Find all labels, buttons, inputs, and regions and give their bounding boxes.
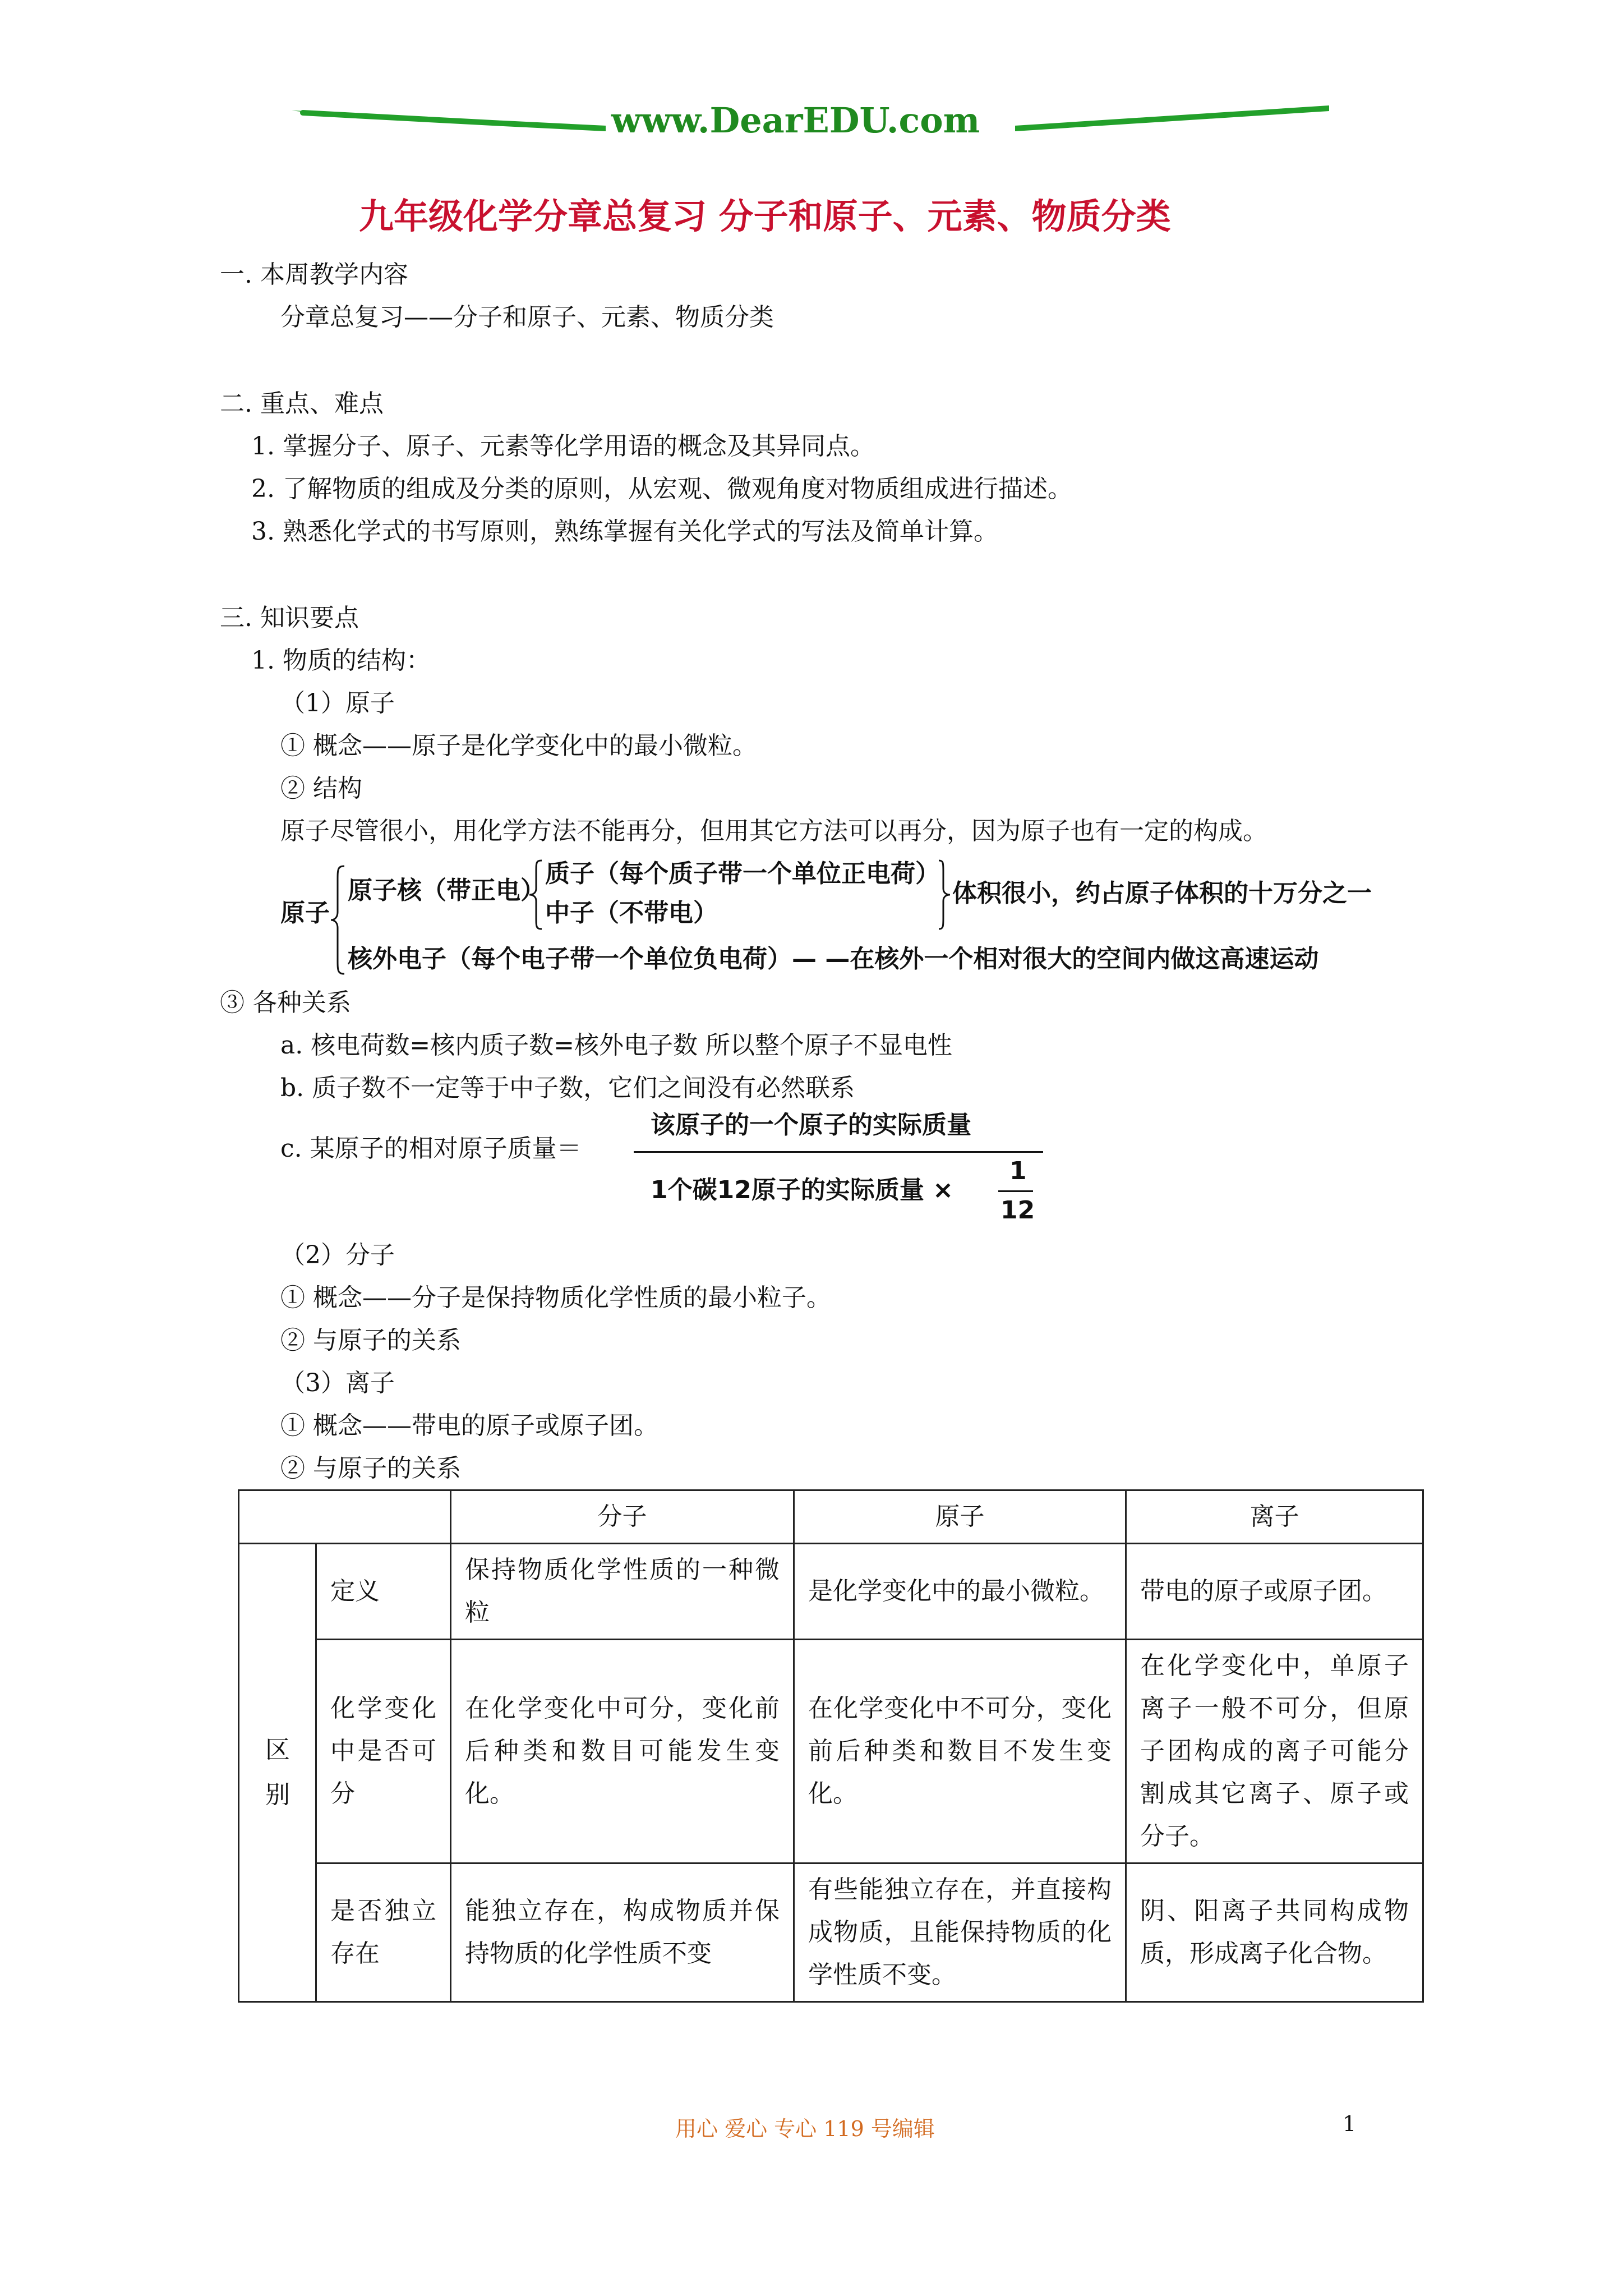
- table-cell: 有些能独立存在，并直接构成物质，且能保持物质的化学性质不变。: [794, 1864, 1126, 2002]
- diagram-volume-note: 体积很小，约占原子体积的十万分之一: [952, 879, 1372, 908]
- ion-relation: ② 与原子的关系: [280, 1454, 461, 1483]
- diagram-brace-outer: [330, 864, 347, 976]
- atom-label: （1）原子: [280, 689, 395, 717]
- table-row-label: 定义: [316, 1544, 451, 1640]
- table-cell: 带电的原子或原子团。: [1126, 1544, 1423, 1640]
- comparison-table: [238, 1489, 1424, 2003]
- molecule-label: （2）分子: [280, 1241, 395, 1269]
- ion-concept: ① 概念——带电的原子或原子团。: [280, 1411, 658, 1440]
- section-2-item-1: 1. 掌握分子、原子、元素等化学用语的概念及其异同点。: [251, 432, 875, 461]
- diagram-neutron: 中子（不带电）: [545, 899, 718, 927]
- table-header-atom: 原子: [794, 1490, 1126, 1544]
- table-row: [239, 1544, 1423, 1640]
- formula-small-numerator: 1: [1009, 1157, 1027, 1185]
- document-title: 九年级化学分章总复习 分子和原子、元素、物质分类: [359, 196, 1171, 237]
- table-cell: 在化学变化中不可分，变化前后种类和数目不发生变化。: [794, 1640, 1126, 1864]
- atom-description: 原子尽管很小，用化学方法不能再分，但用其它方法可以再分，因为原子也有一定的构成。: [280, 817, 1267, 845]
- table-cell: 在化学变化中可分，变化前后种类和数目可能发生变化。: [451, 1640, 794, 1864]
- atom-concept: ① 概念——原子是化学变化中的最小微粒。: [280, 731, 757, 760]
- table-header-row: [239, 1490, 1423, 1544]
- section-2-item-3: 3. 熟悉化学式的书写原则，熟练掌握有关化学式的写法及简单计算。: [251, 517, 998, 546]
- diagram-electron: 核外电子（每个电子带一个单位负电荷）— —在核外一个相对很大的空间内做这高速运动: [348, 945, 1319, 973]
- formula-small-denominator: 12: [1000, 1196, 1035, 1225]
- table-side-label: 区别: [239, 1544, 316, 2002]
- relation-a: a. 核电荷数=核内质子数=核外电子数 所以整个原子不显电性: [280, 1031, 952, 1060]
- header-swoosh-left: [292, 104, 606, 137]
- page-number: 1: [1343, 2111, 1357, 2136]
- molecule-concept: ① 概念——分子是保持物质化学性质的最小粒子。: [280, 1283, 831, 1312]
- diagram-atom-label: 原子: [280, 899, 330, 927]
- atom-structure: ② 结构: [280, 774, 362, 803]
- table-cell: 能独立存在，构成物质并保持物质的化学性质不变: [451, 1864, 794, 2002]
- diagram-brace-inner: [527, 858, 544, 931]
- formula-numerator: 该原子的一个原子的实际质量: [651, 1111, 971, 1139]
- table-cell: 是化学变化中的最小微粒。: [794, 1544, 1126, 1640]
- table-row: [239, 1864, 1423, 2002]
- section-3-heading: 三. 知识要点: [220, 604, 359, 632]
- table-header-ion: 离子: [1126, 1490, 1423, 1544]
- section-1-heading: 一. 本周教学内容: [220, 260, 408, 289]
- formula-fraction-line: [634, 1151, 1043, 1153]
- table-cell: 阴、阳离子共同构成物质，形成离子化合物。: [1126, 1864, 1423, 2002]
- table-header-empty: [239, 1490, 451, 1544]
- diagram-nucleus: 原子核（带正电）: [348, 876, 545, 905]
- formula-small-fraction-line: [998, 1190, 1033, 1192]
- table-cell: 在化学变化中，单原子离子一般不可分，但原子团构成的离子可能分割成其它离子、原子或分子。: [1126, 1640, 1423, 1864]
- table-row-label: 是否独立存在: [316, 1864, 451, 2002]
- footer-text: 用心 爱心 专心 119 号编辑: [675, 2116, 935, 2141]
- diagram-brace-right: [938, 858, 951, 931]
- section-1-content: 分章总复习——分子和原子、元素、物质分类: [280, 303, 774, 332]
- table-row-label: 化学变化中是否可分: [316, 1640, 451, 1864]
- relations-heading: ③ 各种关系: [220, 988, 351, 1017]
- formula-denominator: 1个碳12原子的实际质量 ×: [651, 1176, 954, 1204]
- molecule-relation: ② 与原子的关系: [280, 1326, 461, 1355]
- table-header-molecule: 分子: [451, 1490, 794, 1544]
- ion-label: （3）离子: [280, 1369, 395, 1397]
- relation-c-prefix: c. 某原子的相对原子质量＝: [280, 1134, 582, 1163]
- section-2-heading: 二. 重点、难点: [220, 389, 384, 418]
- table-row: [239, 1640, 1423, 1864]
- diagram-proton: 质子（每个质子带一个单位正电荷）: [545, 859, 940, 888]
- section-2-item-2: 2. 了解物质的组成及分类的原则，从宏观、微观角度对物质组成进行描述。: [251, 475, 1072, 503]
- site-logo[interactable]: www.DearEDU.com: [611, 100, 980, 141]
- table-cell: 保持物质化学性质的一种微粒: [451, 1544, 794, 1640]
- structure-heading: 1. 物质的结构：: [251, 646, 431, 675]
- header-swoosh-right: [1015, 104, 1329, 137]
- relation-b: b. 质子数不一定等于中子数，它们之间没有必然联系: [280, 1074, 855, 1102]
